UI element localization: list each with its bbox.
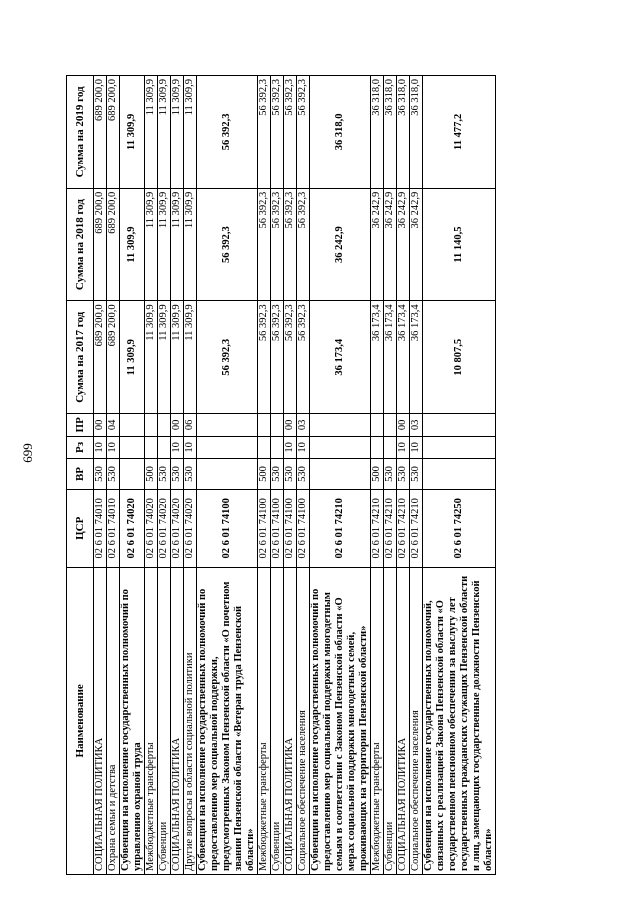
cell-rz bbox=[371, 436, 384, 459]
cell-sum-2017: 11 309,9 bbox=[171, 301, 184, 414]
cell-csr: 02 6 01 74210 bbox=[310, 489, 371, 567]
table-row bbox=[258, 76, 271, 875]
table-row bbox=[410, 76, 423, 875]
cell-vr bbox=[197, 459, 258, 490]
cell-csr: 02 6 01 74100 bbox=[197, 489, 258, 567]
cell-pr: 00 bbox=[397, 414, 410, 437]
cell-pr: 04 bbox=[107, 414, 120, 437]
cell-sum-2019: 56 392,3 bbox=[284, 76, 297, 189]
cell-name: Социальное обеспечение населения bbox=[410, 567, 423, 874]
cell-vr: 530 bbox=[94, 459, 107, 490]
cell-sum-2018: 36 242,9 bbox=[397, 188, 410, 301]
header-vr: ВР bbox=[67, 459, 94, 490]
table-row bbox=[107, 76, 120, 875]
cell-name: Субвенции bbox=[384, 567, 397, 874]
cell-sum-2019: 36 318,0 bbox=[397, 76, 410, 189]
cell-name: Межбюджетные трансферты bbox=[371, 567, 384, 874]
cell-name: Субвенции на исполнение государственных полномочий по предоставлению мер социальной поддержки, предусмотренных Законом Пензенской области «О почетном звании Пензенской области «Ветеран труда Пензенской области» bbox=[197, 567, 258, 874]
header-sum-2019: Сумма на 2019 год bbox=[67, 76, 94, 189]
cell-sum-2017: 689 200,0 bbox=[94, 301, 107, 414]
cell-pr: 03 bbox=[410, 414, 423, 437]
cell-csr: 02 6 01 74010 bbox=[94, 489, 107, 567]
page-number: 699 bbox=[20, 443, 35, 463]
cell-csr: 02 6 01 74020 bbox=[145, 489, 158, 567]
table-row bbox=[158, 76, 171, 875]
cell-csr: 02 6 01 74100 bbox=[297, 489, 310, 567]
cell-pr: 00 bbox=[284, 414, 297, 437]
cell-pr bbox=[158, 414, 171, 437]
cell-csr: 02 6 01 74020 bbox=[158, 489, 171, 567]
cell-sum-2018: 11 309,9 bbox=[120, 188, 145, 301]
cell-sum-2018: 11 309,9 bbox=[158, 188, 171, 301]
cell-pr bbox=[371, 414, 384, 437]
cell-name: Межбюджетные трансферты bbox=[145, 567, 158, 874]
table-row bbox=[384, 76, 397, 875]
cell-vr: 500 bbox=[258, 459, 271, 490]
cell-csr: 02 6 01 74210 bbox=[371, 489, 384, 567]
cell-vr bbox=[423, 459, 496, 490]
cell-sum-2019: 11 477,2 bbox=[423, 76, 496, 189]
cell-pr bbox=[310, 414, 371, 437]
cell-rz bbox=[310, 436, 371, 459]
cell-sum-2017: 36 173,4 bbox=[384, 301, 397, 414]
cell-sum-2018: 56 392,3 bbox=[297, 188, 310, 301]
table-row bbox=[197, 76, 258, 875]
cell-name: Охрана семьи и детства bbox=[107, 567, 120, 874]
cell-sum-2018: 11 309,9 bbox=[171, 188, 184, 301]
cell-sum-2018: 11 140,5 bbox=[423, 188, 496, 301]
table-row bbox=[120, 76, 145, 875]
cell-sum-2019: 11 309,9 bbox=[184, 76, 197, 189]
cell-name: Субвенция на исполнение государственных полномочий, связанных с реализацией Закона Пензенской области «О государственном пенсионном обеспечении за выслугу лет государственных гражданских служащих Пензенской области и лиц, замещающих государственные должности Пензенской области» bbox=[423, 567, 496, 874]
cell-pr bbox=[423, 414, 496, 437]
header-name: Наименование bbox=[67, 567, 94, 874]
cell-pr bbox=[271, 414, 284, 437]
cell-csr: 02 6 01 74250 bbox=[423, 489, 496, 567]
cell-sum-2019: 56 392,3 bbox=[197, 76, 258, 189]
cell-name: СОЦИАЛЬНАЯ ПОЛИТИКА bbox=[284, 567, 297, 874]
cell-sum-2017: 36 173,4 bbox=[410, 301, 423, 414]
cell-rz: 10 bbox=[397, 436, 410, 459]
cell-vr: 530 bbox=[297, 459, 310, 490]
cell-sum-2019: 36 318,0 bbox=[371, 76, 384, 189]
cell-vr bbox=[310, 459, 371, 490]
cell-sum-2019: 689 200,0 bbox=[94, 76, 107, 189]
cell-sum-2018: 689 200,0 bbox=[107, 188, 120, 301]
header-pr: ПР bbox=[67, 414, 94, 437]
table-row bbox=[271, 76, 284, 875]
cell-rz: 10 bbox=[184, 436, 197, 459]
cell-name: Субвенция на исполнение государственных полномочий по управлению охраной труда bbox=[120, 567, 145, 874]
cell-rz bbox=[197, 436, 258, 459]
cell-sum-2017: 56 392,3 bbox=[197, 301, 258, 414]
cell-name: Межбюджетные трансферты bbox=[258, 567, 271, 874]
cell-sum-2018: 56 392,3 bbox=[284, 188, 297, 301]
cell-rz: 10 bbox=[171, 436, 184, 459]
cell-name: Социальное обеспечение населения bbox=[297, 567, 310, 874]
cell-sum-2019: 56 392,3 bbox=[297, 76, 310, 189]
cell-sum-2018: 36 242,9 bbox=[310, 188, 371, 301]
cell-name: Другие вопросы в области социальной политики bbox=[184, 567, 197, 874]
cell-sum-2019: 11 309,9 bbox=[145, 76, 158, 189]
cell-rz bbox=[145, 436, 158, 459]
cell-vr: 530 bbox=[107, 459, 120, 490]
cell-sum-2017: 36 173,4 bbox=[397, 301, 410, 414]
cell-pr bbox=[120, 414, 145, 437]
table-row bbox=[145, 76, 158, 875]
cell-rz bbox=[120, 436, 145, 459]
cell-vr: 500 bbox=[145, 459, 158, 490]
cell-sum-2017: 10 807,5 bbox=[423, 301, 496, 414]
table-row bbox=[284, 76, 297, 875]
cell-rz bbox=[423, 436, 496, 459]
cell-sum-2017: 11 309,9 bbox=[184, 301, 197, 414]
cell-sum-2018: 36 242,9 bbox=[371, 188, 384, 301]
cell-csr: 02 6 01 74010 bbox=[107, 489, 120, 567]
cell-sum-2019: 11 309,9 bbox=[158, 76, 171, 189]
cell-sum-2018: 36 242,9 bbox=[410, 188, 423, 301]
cell-sum-2019: 56 392,3 bbox=[271, 76, 284, 189]
cell-name: Субвенции bbox=[158, 567, 171, 874]
table-row bbox=[310, 76, 371, 875]
cell-name: Субвенции на исполнение государственных полномочий по предоставлению мер социальной поддержки многодетным семьям в соответствии с Законом Пензенской области «О мерах социальной поддержки многодетных семей, проживающих на территории Пензенской области» bbox=[310, 567, 371, 874]
header-sum-2017: Сумма на 2017 год bbox=[67, 301, 94, 414]
cell-sum-2019: 36 318,0 bbox=[410, 76, 423, 189]
cell-sum-2017: 36 173,4 bbox=[371, 301, 384, 414]
cell-sum-2018: 56 392,3 bbox=[271, 188, 284, 301]
budget-table bbox=[66, 75, 496, 875]
table-body bbox=[94, 76, 496, 875]
cell-vr: 530 bbox=[410, 459, 423, 490]
cell-vr: 530 bbox=[158, 459, 171, 490]
cell-vr: 530 bbox=[397, 459, 410, 490]
cell-name: Субвенции bbox=[271, 567, 284, 874]
cell-rz: 10 bbox=[284, 436, 297, 459]
cell-sum-2017: 11 309,9 bbox=[120, 301, 145, 414]
cell-sum-2017: 36 173,4 bbox=[310, 301, 371, 414]
cell-sum-2019: 36 318,0 bbox=[310, 76, 371, 189]
cell-sum-2017: 56 392,3 bbox=[271, 301, 284, 414]
table-row bbox=[184, 76, 197, 875]
cell-pr bbox=[145, 414, 158, 437]
cell-csr: 02 6 01 74100 bbox=[258, 489, 271, 567]
cell-sum-2018: 689 200,0 bbox=[94, 188, 107, 301]
cell-vr bbox=[120, 459, 145, 490]
cell-sum-2019: 36 318,0 bbox=[384, 76, 397, 189]
cell-vr: 500 bbox=[371, 459, 384, 490]
cell-sum-2017: 56 392,3 bbox=[297, 301, 310, 414]
cell-vr: 530 bbox=[271, 459, 284, 490]
cell-pr bbox=[258, 414, 271, 437]
cell-rz bbox=[384, 436, 397, 459]
cell-name: СОЦИАЛЬНАЯ ПОЛИТИКА bbox=[171, 567, 184, 874]
cell-vr: 530 bbox=[284, 459, 297, 490]
table-row bbox=[371, 76, 384, 875]
cell-pr: 06 bbox=[184, 414, 197, 437]
header-rz: Рз bbox=[67, 436, 94, 459]
cell-sum-2018: 56 392,3 bbox=[197, 188, 258, 301]
cell-sum-2018: 11 309,9 bbox=[184, 188, 197, 301]
cell-rz bbox=[258, 436, 271, 459]
cell-vr: 530 bbox=[171, 459, 184, 490]
cell-csr: 02 6 01 74020 bbox=[120, 489, 145, 567]
cell-sum-2019: 56 392,3 bbox=[258, 76, 271, 189]
cell-rz: 10 bbox=[94, 436, 107, 459]
cell-csr: 02 6 01 74210 bbox=[410, 489, 423, 567]
cell-name: СОЦИАЛЬНАЯ ПОЛИТИКА bbox=[397, 567, 410, 874]
table-row bbox=[423, 76, 496, 875]
cell-rz: 10 bbox=[410, 436, 423, 459]
cell-vr: 530 bbox=[384, 459, 397, 490]
cell-sum-2018: 11 309,9 bbox=[145, 188, 158, 301]
cell-rz: 10 bbox=[297, 436, 310, 459]
table-row bbox=[94, 76, 107, 875]
cell-rz bbox=[271, 436, 284, 459]
cell-sum-2017: 11 309,9 bbox=[145, 301, 158, 414]
cell-pr: 03 bbox=[297, 414, 310, 437]
table-row bbox=[297, 76, 310, 875]
cell-rz: 10 bbox=[107, 436, 120, 459]
cell-name: СОЦИАЛЬНАЯ ПОЛИТИКА bbox=[94, 567, 107, 874]
cell-pr bbox=[384, 414, 397, 437]
cell-pr: 00 bbox=[94, 414, 107, 437]
cell-sum-2018: 56 392,3 bbox=[258, 188, 271, 301]
cell-sum-2017: 56 392,3 bbox=[284, 301, 297, 414]
cell-vr: 530 bbox=[184, 459, 197, 490]
cell-sum-2017: 689 200,0 bbox=[107, 301, 120, 414]
cell-csr: 02 6 01 74100 bbox=[284, 489, 297, 567]
cell-pr bbox=[197, 414, 258, 437]
cell-csr: 02 6 01 74020 bbox=[184, 489, 197, 567]
table-row bbox=[397, 76, 410, 875]
header-csr: ЦСР bbox=[67, 489, 94, 567]
header-sum-2018: Сумма на 2018 год bbox=[67, 188, 94, 301]
cell-sum-2019: 689 200,0 bbox=[107, 76, 120, 189]
table-row bbox=[171, 76, 184, 875]
cell-sum-2018: 36 242,9 bbox=[384, 188, 397, 301]
cell-csr: 02 6 01 74020 bbox=[171, 489, 184, 567]
cell-sum-2017: 11 309,9 bbox=[158, 301, 171, 414]
cell-csr: 02 6 01 74100 bbox=[271, 489, 284, 567]
cell-sum-2019: 11 309,9 bbox=[171, 76, 184, 189]
cell-sum-2019: 11 309,9 bbox=[120, 76, 145, 189]
cell-rz bbox=[158, 436, 171, 459]
table-header-row bbox=[67, 76, 94, 875]
cell-pr: 00 bbox=[171, 414, 184, 437]
cell-csr: 02 6 01 74210 bbox=[384, 489, 397, 567]
cell-sum-2017: 56 392,3 bbox=[258, 301, 271, 414]
cell-csr: 02 6 01 74210 bbox=[397, 489, 410, 567]
